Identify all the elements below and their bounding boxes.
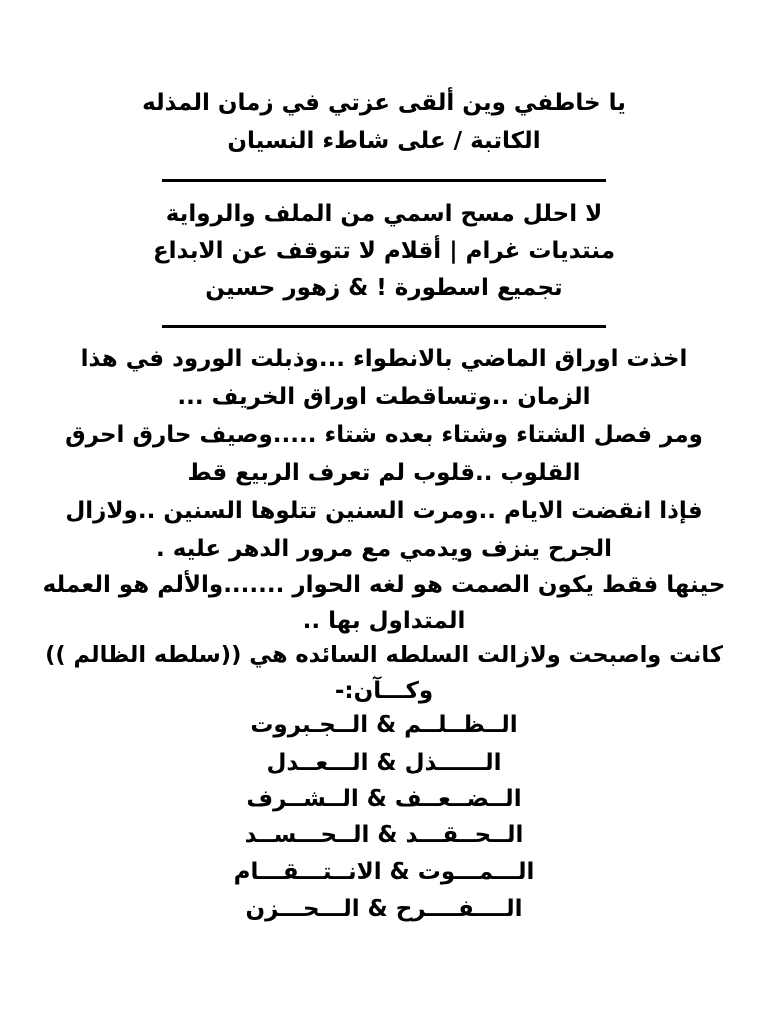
body-line: ومر فصل الشتاء وشتاء بعده شتاء .....وصيف حارق احرق: [65, 422, 703, 448]
pair-line: الــظــلــم & الــجـبروت: [250, 712, 518, 738]
author-line: الكاتبة / على شاطء النسيان: [227, 128, 541, 154]
compiled-by: تجميع اسطورة ! & زهور حسين: [205, 275, 563, 301]
pair-line: الـــمـــوت & الانــتـــقـــام: [233, 859, 535, 885]
forum-name: منتديات غرام | أقلام لا تتوقف عن الابداع: [152, 238, 616, 264]
copyright-notice: لا احلل مسح اسمي من الملف والرواية: [165, 201, 603, 227]
document-title: يا خاطفي وين ألقى عزتي في زمان المذله: [142, 90, 626, 116]
pair-line: الــــــذل & الـــعــدل: [266, 750, 502, 776]
body-line: فإذا انقضت الايام ..ومرت السنين تتلوها السنين ..ولازال: [65, 498, 703, 524]
body-line: كانت واصبحت ولازالت السلطه السائده هي ((سلطه الظالم )): [45, 642, 723, 668]
body-line: حينها فقط يكون الصمت هو لغه الحوار .......والألم هو العمله: [42, 572, 726, 598]
divider-top: [162, 179, 606, 182]
body-line: الزمان ..وتساقطت اوراق الخريف ...: [177, 384, 591, 410]
body-line: اخذت اوراق الماضي بالانطواء ...وذبلت الورود في هذا: [80, 346, 688, 372]
body-line: الجرح ينزف ويدمي مع مرور الدهر عليه .: [155, 536, 613, 562]
body-line: وكـــآن:-: [334, 678, 434, 704]
pair-line: الــــفــــرح & الـــحـــزن: [245, 896, 523, 922]
pair-line: الــحــقـــد & الــحـــســد: [244, 822, 524, 848]
divider-bottom: [162, 325, 606, 328]
body-line: القلوب ..قلوب لم تعرف الربيع قط: [187, 460, 581, 486]
pair-line: الــضــعــف & الــشــرف: [246, 786, 522, 812]
body-line: المتداول بها ..: [302, 608, 466, 634]
